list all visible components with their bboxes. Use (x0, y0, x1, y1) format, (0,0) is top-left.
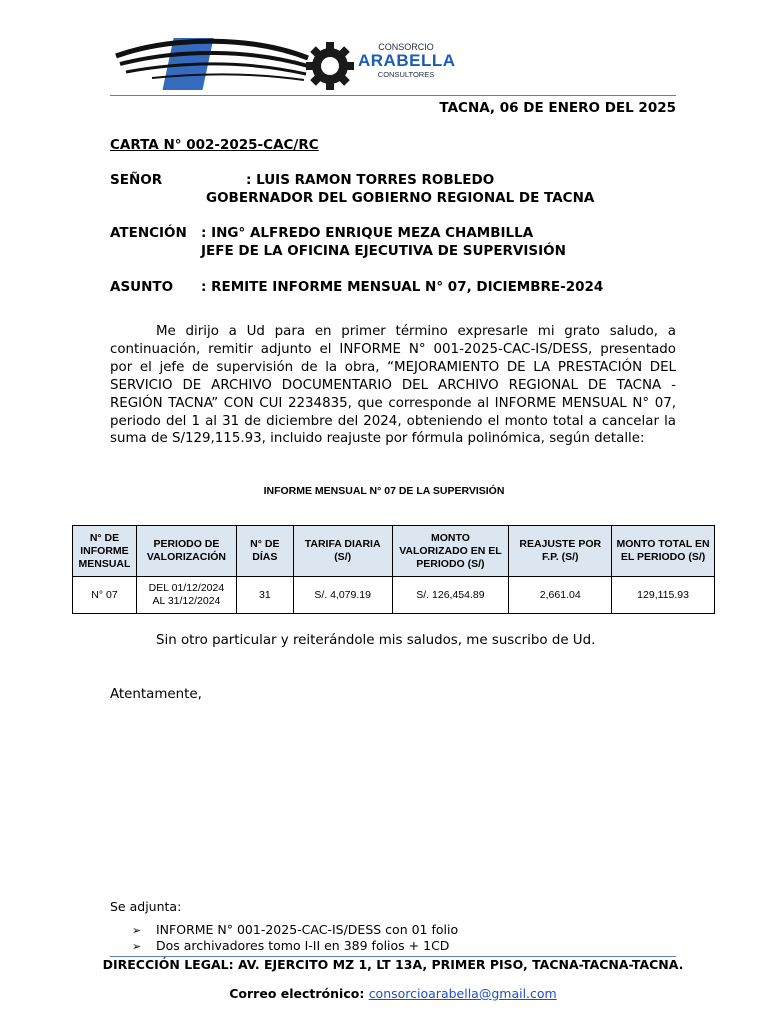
closing-sentence: Sin otro particular y reiterándole mis saludos, me suscribo de Ud. (156, 633, 596, 648)
email-label: Correo electrónico: (229, 986, 365, 1001)
header-divider (110, 95, 676, 96)
header-dias: N° DE DÍAS (236, 526, 293, 577)
arrow-bullet-icon: ➢ (132, 924, 142, 937)
letter-number: CARTA N° 002-2025-CAC/RC (110, 137, 319, 153)
attention-block (110, 225, 676, 261)
subject-value: : REMITE INFORME MENSUAL N° 07, DICIEMBRE-2024 (201, 279, 604, 295)
subject-block (110, 279, 676, 297)
attention-name: : ING° ALFREDO ENRIQUE MEZA CHAMBILLA (201, 225, 534, 241)
attachment-text: Dos archivadores tomo I-II en 389 folios + 1CD (156, 938, 450, 953)
cell-reajuste: 2,661.04 (509, 577, 612, 614)
supervision-table (72, 525, 715, 614)
logo-swoosh-gear-icon (112, 36, 362, 94)
table-row (73, 577, 715, 614)
cell-monto-valorizado: S/. 126,454.89 (392, 577, 509, 614)
cell-periodo-from: DEL 01/12/2024 (148, 582, 225, 594)
list-item (132, 922, 458, 938)
logo-line3: CONSULTORES (377, 70, 435, 79)
header-monto-valorizado: MONTO VALORIZADO EN EL PERIODO (S/) (392, 526, 509, 577)
cell-dias: 31 (236, 577, 293, 614)
header-reajuste: REAJUSTE POR F.P. (S/) (509, 526, 612, 577)
attention-label: ATENCIÓN (110, 225, 187, 241)
email-link[interactable]: consorcioarabella@gmail.com (368, 986, 557, 1001)
logo-line1: CONSORCIO (378, 42, 434, 52)
cell-tarifa: S/. 4,079.19 (293, 577, 392, 614)
company-logo (112, 36, 456, 94)
footer-email-line (0, 986, 768, 1001)
logo-line2: ARABELLA (358, 51, 456, 70)
recipient-name: : LUIS RAMON TORRES ROBLEDO (246, 172, 495, 188)
header-monto-total: MONTO TOTAL EN EL PERIODO (S/) (612, 526, 715, 577)
subject-label: ASUNTO (110, 279, 174, 295)
attention-title: JEFE DE LA OFICINA EJECUTIVA DE SUPERVISIÓN (201, 243, 566, 259)
header-informe: N° DE INFORME MENSUAL (73, 526, 137, 577)
header-tarifa: TARIFA DIARIA (S/) (293, 526, 392, 577)
sign-off: Atentamente, (110, 687, 202, 702)
cell-periodo-to: AL 31/12/2024 (152, 595, 221, 607)
footer-address: DIRECCIÓN LEGAL: AV. EJERCITO MZ 1, LT 13A, PRIMER PISO, TACNA-TACNA-TACNA. (102, 957, 684, 972)
recipient-block (110, 172, 676, 208)
cell-monto-total: 129,115.93 (612, 577, 715, 614)
body-paragraph: Me dirijo a Ud para en primer término expresarle mi grato saludo, a continuación, remitir adjunto el INFORME N° 001-2025-CAC-IS/DESS, presentado por el jefe de supervisión de la obra, “MEJORAMIENTO DE LA PRESTACIÓN DEL SERVICIO DE ARCHIVO DOCUMENTARIO DEL ARCHIVO REGIONAL DE TACNA - REGIÓN TACNA” CON CUI 2234835, que corresponde al INFORME MENSUAL N° 07, periodo del 1 al 31 de diciembre del 2024, obteniendo el monto total a cancelar la suma de S/129,115.93, incluido reajuste por fórmula polinómica, según detalle: (110, 324, 676, 447)
list-item (132, 938, 458, 954)
table-title: INFORME MENSUAL N° 07 DE LA SUPERVISIÓN (263, 485, 505, 497)
cell-informe: N° 07 (73, 577, 137, 614)
attachment-text: INFORME N° 001-2025-CAC-IS/DESS con 01 folio (156, 922, 459, 937)
attachments-label: Se adjunta: (110, 899, 182, 914)
header-periodo: PERIODO DE VALORIZACIÓN (136, 526, 236, 577)
recipient-title: GOBERNADOR DEL GOBIERNO REGIONAL DE TACNA (206, 190, 595, 206)
arrow-bullet-icon: ➢ (132, 940, 142, 953)
table-header-row (73, 526, 715, 577)
attachments-list (132, 922, 458, 954)
recipient-label: SEÑOR (110, 172, 163, 188)
cell-periodo (136, 577, 236, 614)
logo-text (358, 42, 454, 79)
letter-date: TACNA, 06 DE ENERO DEL 2025 (439, 100, 676, 116)
